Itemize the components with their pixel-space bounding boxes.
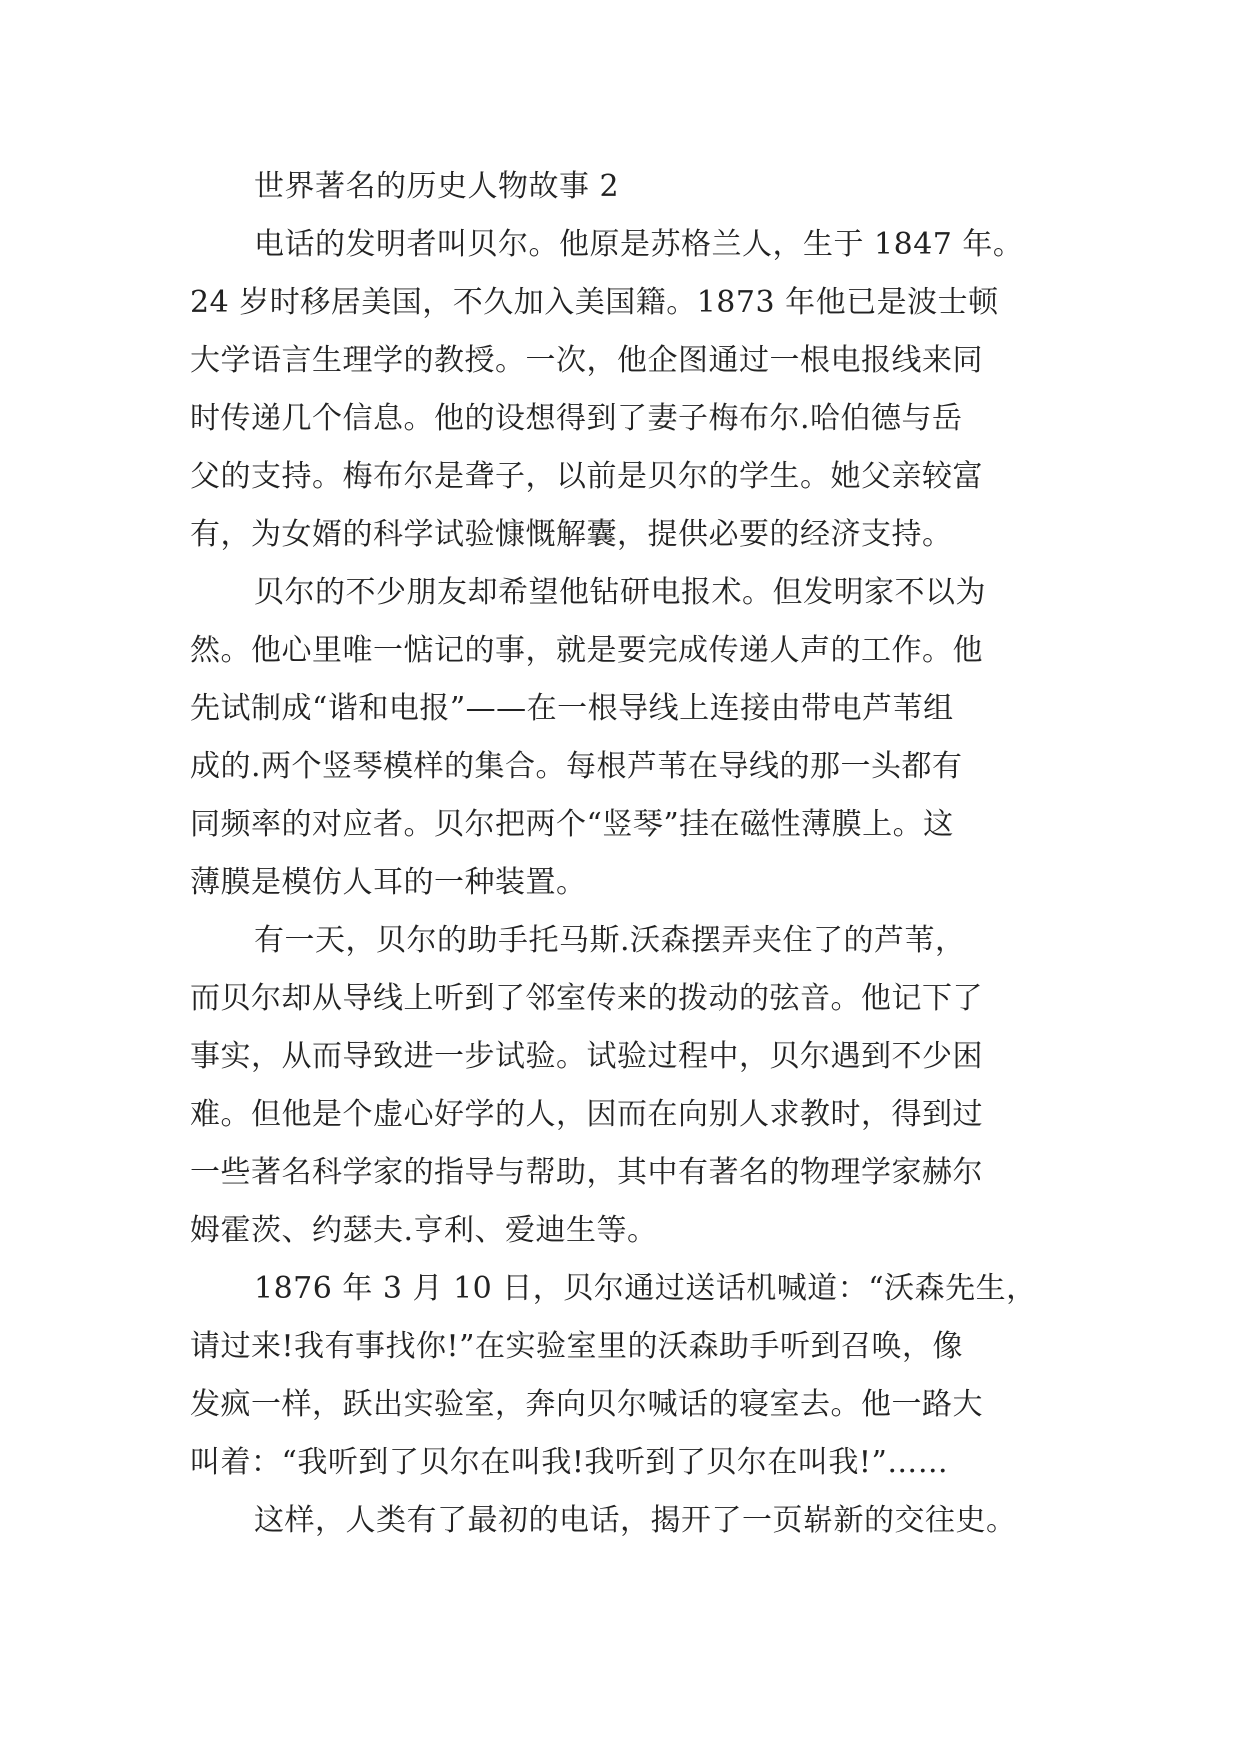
paragraph: [190, 1492, 1060, 1550]
paragraph-line: 贝尔的不少朋友却希望他钻研电报术。但发明家不以为: [254, 575, 986, 610]
document-title: 世界著名的历史人物故事 2: [254, 169, 620, 204]
paragraph-line: 有一天，贝尔的助手托马斯.沃森摆弄夹住了的芦苇，: [254, 923, 966, 958]
paragraph: [190, 216, 1060, 564]
paragraph-line: 时传递几个信息。他的设想得到了妻子梅布尔.哈伯德与岳: [190, 401, 963, 436]
paragraph-line: 难。但他是个虚心好学的人，因而在向别人求教时，得到过: [190, 1097, 983, 1132]
paragraph-line: 薄膜是模仿人耳的一种装置。: [190, 865, 587, 900]
paragraph-line: 而贝尔却从导线上听到了邻室传来的拨动的弦音。他记下了: [190, 981, 983, 1016]
paragraph-line: 1876 年 3 月 10 日，贝尔通过送话机喊道：“沃森先生，: [254, 1271, 1037, 1306]
paragraph-line: 然。他心里唯一惦记的事，就是要完成传递人声的工作。他: [190, 633, 983, 668]
paragraph: [190, 564, 1060, 912]
paragraph: [190, 912, 1060, 1260]
paragraph-line: 同频率的对应者。贝尔把两个“竖琴”挂在磁性薄膜上。这: [190, 807, 954, 842]
paragraph-line: 成的.两个竖琴模样的集合。每根芦苇在导线的那一头都有: [190, 749, 963, 784]
paragraph-line: 有，为女婿的科学试验慷慨解囊，提供必要的经济支持。: [190, 517, 953, 552]
paragraph-line: 父的支持。梅布尔是聋子，以前是贝尔的学生。她父亲较富: [190, 459, 983, 494]
paragraph-line: 请过来!我有事找你!”在实验室里的沃森助手听到召唤，像: [190, 1329, 963, 1364]
paragraph-line: 事实，从而导致进一步试验。试验过程中，贝尔遇到不少困: [190, 1039, 983, 1074]
paragraph-line: 电话的发明者叫贝尔。他原是苏格兰人，生于 1847 年。: [254, 227, 1024, 262]
document-body: [190, 158, 1060, 1550]
paragraph: [190, 1260, 1060, 1492]
paragraph-line: 先试制成“谐和电报”——在一根导线上连接由带电芦苇组: [190, 691, 954, 726]
paragraph-line: 这样，人类有了最初的电话，揭开了一页崭新的交往史。: [254, 1503, 1017, 1538]
paragraph-line: 一些著名科学家的指导与帮助，其中有著名的物理学家赫尔: [190, 1155, 983, 1190]
paragraph-line: 姆霍茨、约瑟夫.亨利、爱迪生等。: [190, 1213, 658, 1248]
paragraph-line: 叫着：“我听到了贝尔在叫我!我听到了贝尔在叫我!”……: [190, 1445, 949, 1480]
paragraph-line: 发疯一样，跃出实验室，奔向贝尔喊话的寝室去。他一路大: [190, 1387, 983, 1422]
paragraph-line: 24 岁时移居美国，不久加入美国籍。1873 年他已是波士顿: [190, 285, 999, 320]
paragraph-line: 大学语言生理学的教授。一次，他企图通过一根电报线来同: [190, 343, 983, 378]
